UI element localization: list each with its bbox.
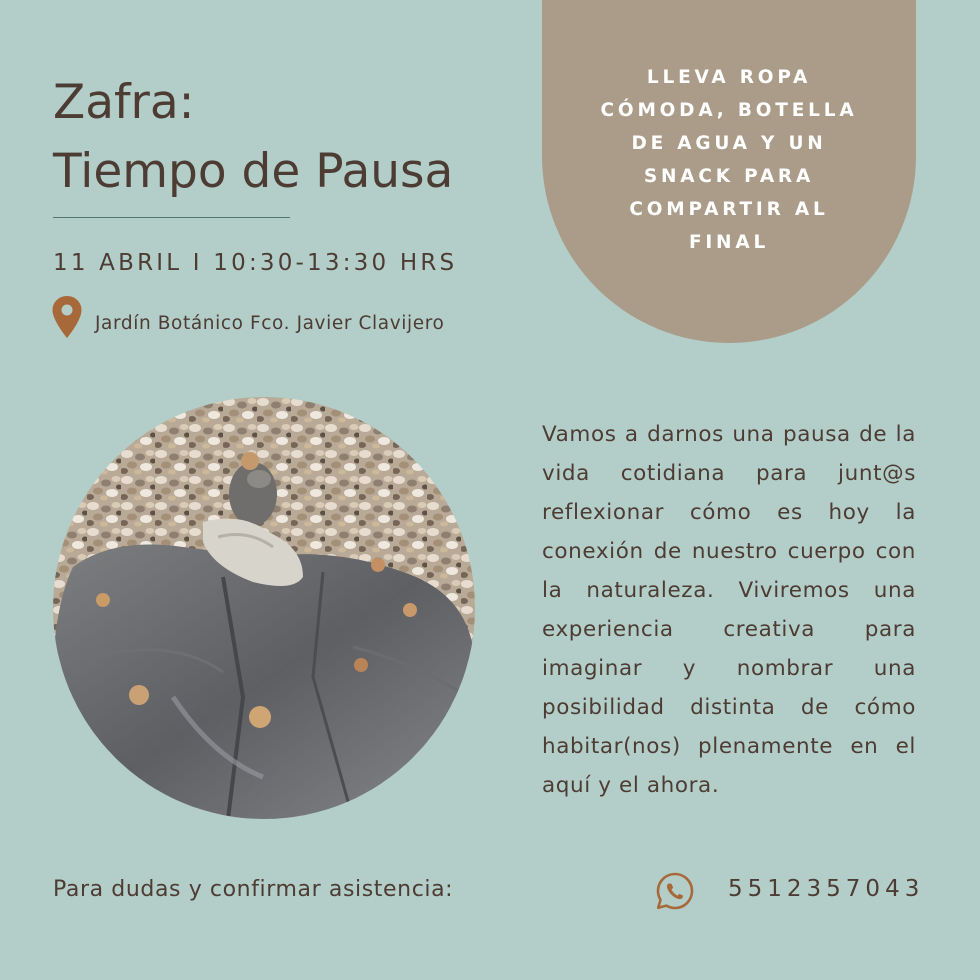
notice-text (542, 61, 916, 259)
stones-photo (53, 397, 475, 819)
event-date-time: 11 ABRIL I 10:30-13:30 HRS (53, 250, 458, 276)
whatsapp-icon[interactable] (655, 871, 695, 911)
title-line-1: Zafra: (53, 75, 195, 130)
notice-line: LLEVA ROPA (646, 67, 812, 88)
event-location: Jardín Botánico Fco. Javier Clavijero (95, 313, 445, 334)
title-divider (53, 217, 290, 218)
notice-line: FINAL (688, 232, 770, 253)
page-title (53, 68, 453, 206)
contact-label: Para dudas y confirmar asistencia: (53, 877, 454, 902)
notice-line: COMPARTIR AL (629, 199, 829, 220)
event-description: Vamos a darnos una pausa de la vida cotidiana para junt@s reflexionar cómo es hoy la conexión de nuestro cuerpo con la naturaleza. Viviremos una experiencia creativa para imaginar y nombrar una posibilidad distinta de cómo habitar(nos) plenamente en el aquí y el ahora. (542, 422, 916, 798)
notice-line: SNACK PARA (643, 166, 815, 187)
notice-line: DE AGUA Y UN (631, 133, 827, 154)
title-line-2: Tiempo de Pausa (53, 144, 454, 199)
contact-phone[interactable]: 5512357043 (728, 876, 925, 902)
map-pin-icon (51, 295, 83, 339)
notice-line: CÓMODA, BOTELLA (600, 100, 858, 121)
